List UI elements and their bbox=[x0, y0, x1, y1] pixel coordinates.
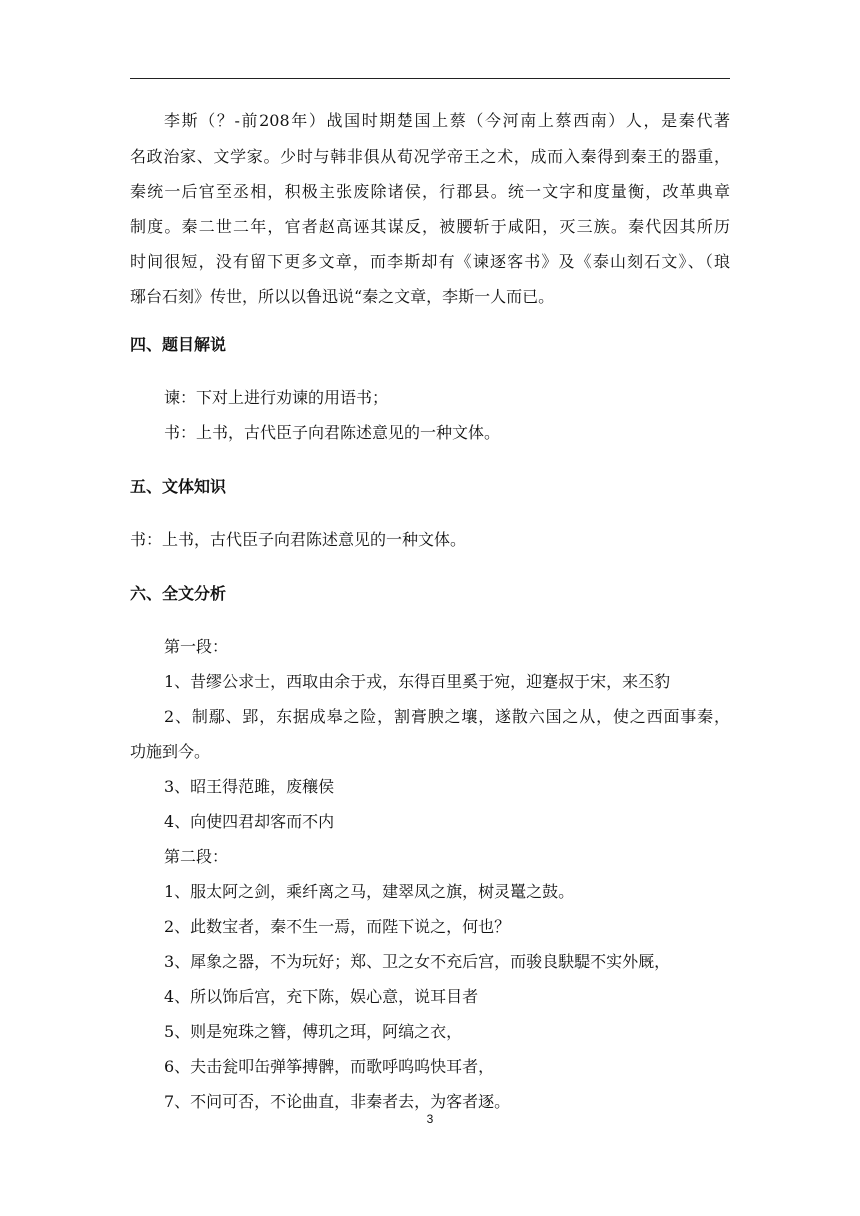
para2-item: 5、则是宛珠之簪，傅玑之珥，阿缟之衣， bbox=[164, 1022, 463, 1041]
bio-line-1: 李斯（？-前208年）战国时期楚国上蔡（今河南上蔡西南）人，是秦代著 bbox=[164, 111, 730, 130]
section-heading-6: 六、全文分析 bbox=[130, 584, 227, 603]
section4-line-2: 书：上书，古代臣子向君陈述意见的一种文体。 bbox=[164, 423, 501, 442]
para1-item: 4、向使四君却客而不内 bbox=[164, 812, 335, 831]
para1-item: 3、昭王得范雎，废穰侯 bbox=[164, 777, 335, 796]
para2-item: 3、犀象之器，不为玩好；郑、卫之女不充后宫，而骏良駃騠不实外厩， bbox=[164, 952, 671, 971]
bio-line-6: 琊台石刻》传世，所以以鲁迅说“秦之文章，李斯一人而已。 bbox=[130, 287, 555, 306]
section-heading-5: 五、文体知识 bbox=[130, 477, 227, 496]
para2-item: 7、不问可否，不论曲直，非秦者去，为客者逐。 bbox=[164, 1092, 511, 1111]
para1-title: 第一段： bbox=[164, 637, 229, 656]
para1-item: 1、昔缪公求士，西取由余于戎，东得百里奚于宛，迎蹇叔于宋，来丕豹 bbox=[164, 672, 671, 691]
section5-line: 书：上书，古代臣子向君陈述意见的一种文体。 bbox=[130, 530, 467, 549]
para2-item: 1、服太阿之剑，乘纤离之马，建翠凤之旗，树灵鼍之鼓。 bbox=[164, 882, 575, 901]
para2-title: 第二段： bbox=[164, 847, 229, 866]
para1-item-continuation: 功施到今。 bbox=[130, 742, 211, 761]
para2-item: 2、此数宝者，秦不生一焉，而陛下说之，何也？ bbox=[164, 917, 511, 936]
para2-item: 4、所以饰后宫，充下陈，娱心意，说耳目者 bbox=[164, 987, 479, 1006]
para1-item: 2、制鄢、郢，东据成皋之险，割膏腴之壤，遂散六国之从，使之西面事秦， bbox=[164, 707, 730, 726]
page-number: 3 bbox=[426, 1112, 434, 1126]
para2-item: 6、夫击瓮叩缶弹筝搏髀，而歌呼呜呜快耳者， bbox=[164, 1057, 495, 1076]
header-rule bbox=[130, 78, 730, 79]
bio-line-5: 时间很短，没有留下更多文章，而李斯却有《谏逐客书》及《泰山刻石文》、（琅 bbox=[130, 252, 730, 271]
bio-line-4: 制度。秦二世二年，官者赵高诬其谋反，被腰斩于咸阳，灭三族。秦代因其所历 bbox=[130, 217, 730, 236]
bio-line-3: 秦统一后官至丞相，积极主张废除诸侯，行郡县。统一文字和度量衡，改革典章 bbox=[130, 182, 730, 201]
section-heading-4: 四、题目解说 bbox=[130, 335, 227, 354]
section4-line-1: 谏：下对上进行劝谏的用语书； bbox=[164, 388, 389, 407]
bio-line-2: 名政治家、文学家。少时与韩非俱从荀况学帝王之术，成而入秦得到秦王的器重， bbox=[130, 147, 730, 166]
